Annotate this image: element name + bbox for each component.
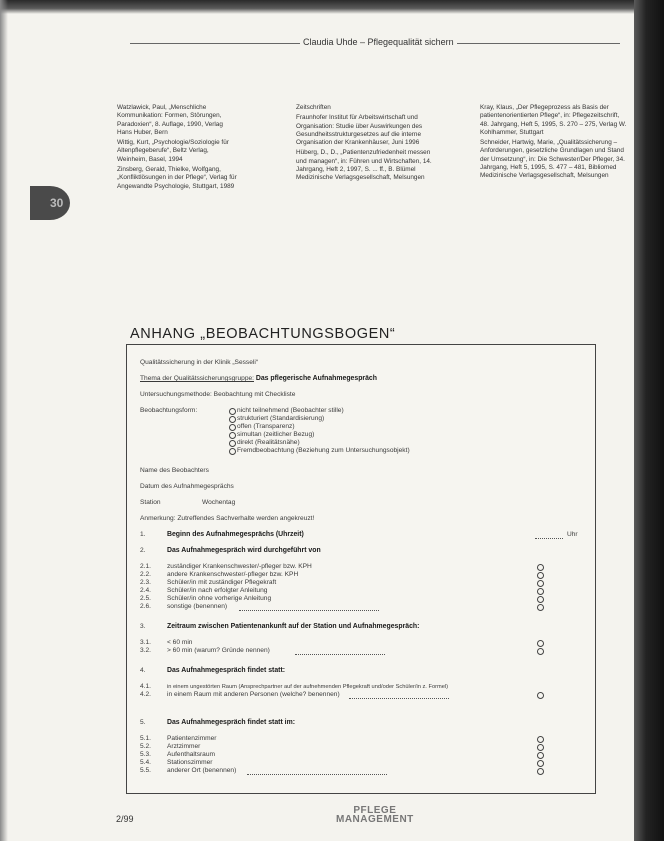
q5-item-number: 5.5. — [140, 767, 151, 774]
weekday-label: Wochentag — [202, 499, 236, 506]
q4-item-text: in einem ungestörten Raum (Ansprechpartner auf der aufnehmenden Pflegekraft und/oder Schüler/in z. Formel) — [167, 684, 449, 690]
method-radio[interactable] — [229, 432, 236, 439]
q3-item-radio[interactable] — [537, 648, 544, 655]
q5-item-radio[interactable] — [537, 736, 544, 743]
reference-entry: Wittig, Kurt, „Psychologie/Soziologie für Altenpflegeberufe“, Beltz Verlag, Weinheim, Basel, 1994 — [117, 139, 229, 163]
book-spine-shadow — [634, 0, 664, 841]
q4-number: 4. — [140, 667, 146, 674]
q3-item-radio[interactable] — [537, 640, 544, 647]
reference-entry: Hüberg, D., D., „Patientenzufriedenheit messen und managen“, in: Führen und Wirtschaften, 14. Jahrgang, Heft 2, 1997, S. ... ff., B. Blümel Medizinische Verlagsgesellschaft, Melsungen — [296, 149, 432, 182]
form-line-topic — [140, 375, 377, 383]
references-col-3 — [480, 104, 628, 183]
q5-item-number: 5.2. — [140, 743, 151, 750]
reference-entry: Watzlawick, Paul, „Menschliche Kommunikation: Formen, Störungen, Paradoxien“, 8. Auflage, 1990, Verlag Hans Huber, Bern — [117, 104, 223, 136]
q1-unit: Uhr — [567, 531, 578, 538]
q3-item-text: > 60 min (warum? Gründe nennen) — [167, 647, 270, 654]
q2-item-text: zuständiger Krankenschwester/-pfleger bzw. KPH — [167, 563, 312, 570]
reference-entry: Zinsberg, Gerald, Thielke, Wolfgang, „Konfliktlösungen in der Pflege“, Verlag für Angewandte Psychologie, Stuttgart, 1989 — [117, 166, 237, 190]
method-radio[interactable] — [229, 408, 236, 415]
references-col-2 — [296, 104, 441, 185]
issue-number: 2/99 — [116, 814, 134, 824]
q2-item-number: 2.5. — [140, 595, 151, 602]
q4-item-radio[interactable] — [537, 692, 544, 699]
q2-item-number: 2.6. — [140, 603, 151, 610]
q2-item-text: sonstige (benennen) — [167, 603, 228, 610]
method-option: nicht teilnehmend (Beobachter stille) — [237, 407, 344, 414]
q5-item-text: Aufenthaltsraum — [167, 751, 216, 758]
interview-date-label: Datum des Aufnahmegesprächs — [140, 483, 234, 490]
logo-line-2: MANAGEMENT — [336, 814, 414, 825]
form-note: Anmerkung: Zutreffendes Sachverhalte werden angekreuzt! — [140, 515, 315, 522]
q2-item-radio[interactable] — [537, 572, 544, 579]
section-title: ANHANG „BEOBACHTUNGSBOGEN“ — [130, 326, 396, 342]
observer-name-label: Name des Beobachters — [140, 467, 209, 474]
q2-item-radio[interactable] — [537, 564, 544, 571]
q2-text: Das Aufnahmegespräch wird durchgeführt von — [167, 547, 321, 554]
page-number-tab — [30, 186, 70, 220]
q2-item-number: 2.4. — [140, 587, 151, 594]
q4-item-number: 4.2. — [140, 691, 151, 698]
q2-other-field[interactable] — [239, 610, 379, 611]
method-option: strukturiert (Standardisierung) — [237, 415, 325, 422]
q1-text: Beginn des Aufnahmegesprächs (Uhrzeit) — [167, 531, 304, 538]
method-option: offen (Transparenz) — [237, 423, 295, 430]
q4-item-text: in einem Raum mit anderen Personen (welche? benennen) — [167, 691, 340, 698]
q2-item-number: 2.2. — [140, 571, 151, 578]
q2-item-radio[interactable] — [537, 580, 544, 587]
q2-item-number: 2.3. — [140, 579, 151, 586]
scan-left-edge — [0, 0, 8, 841]
q5-item-radio[interactable] — [537, 744, 544, 751]
q2-item-number: 2.1. — [140, 563, 151, 570]
q5-item-number: 5.1. — [140, 735, 151, 742]
running-head: Claudia Uhde – Pflegequalität sichern — [300, 37, 457, 47]
q5-item-number: 5.3. — [140, 751, 151, 758]
q1-time-field[interactable] — [535, 538, 563, 539]
q5-item-text: anderer Ort (benennen) — [167, 767, 237, 774]
q2-item-text: Schüler/in nach erfolgter Anleitung — [167, 587, 268, 594]
q2-item-text: andere Krankenschwester/-pfleger bzw. KPH — [167, 571, 299, 578]
method-option: Fremdbeobachtung (Beziehung zum Untersuchungsobjekt) — [237, 447, 410, 454]
logo-line-1: PFLEGE — [353, 805, 397, 816]
q3-reason-field[interactable] — [295, 654, 385, 655]
q2-item-text: Schüler/in mit zuständiger Pflegekraft — [167, 579, 277, 586]
station-label: Station — [140, 499, 161, 506]
q4-persons-field[interactable] — [349, 698, 449, 699]
q2-item-radio[interactable] — [537, 588, 544, 595]
q5-other-field[interactable] — [247, 774, 387, 775]
q3-item-text: < 60 min — [167, 639, 193, 646]
references-col-1 — [117, 104, 237, 193]
q3-text: Zeitraum zwischen Patientenankunft auf der Station und Aufnahmegespräch: — [167, 623, 420, 630]
q5-item-radio[interactable] — [537, 768, 544, 775]
q5-item-text: Patientenzimmer — [167, 735, 217, 742]
q5-item-radio[interactable] — [537, 760, 544, 767]
form-topic-prefix: Thema der Qualitätssicherungsgruppe: — [140, 375, 254, 382]
q3-number: 3. — [140, 623, 146, 630]
q3-item-number: 3.1. — [140, 639, 151, 646]
method-radio[interactable] — [229, 424, 236, 431]
form-topic-title: Das pflegerische Aufnahmegespräch — [255, 375, 377, 382]
observation-type-label: Beobachtungsform: — [140, 407, 198, 414]
q4-item-number: 4.1. — [140, 683, 151, 690]
q4-text: Das Aufnahmegespräch findet statt: — [167, 667, 286, 674]
q5-item-text: Stationszimmer — [167, 759, 213, 766]
form-line-method: Untersuchungsmethode: Beobachtung mit Checkliste — [140, 391, 296, 398]
magazine-logo — [336, 806, 414, 824]
q5-number: 5. — [140, 719, 146, 726]
q5-item-text: Arztzimmer — [167, 743, 201, 750]
reference-entry: Schneider, Hartwig, Marie, „Qualitätssicherung – Anforderungen, gesetzliche Grundlagen und Stand der Umsetzung“, in: Die Schwester/Der Pfleger, 34. Jahrgang, Heft 5, 1995, S. 477 – 481, Bibliomed Medizinische Verlagsgesellschaft, Melsungen — [480, 139, 625, 180]
method-radio[interactable] — [229, 448, 236, 455]
references-subheading: Zeitschriften — [296, 104, 331, 111]
method-radio[interactable] — [229, 440, 236, 447]
q5-item-radio[interactable] — [537, 752, 544, 759]
q5-text: Das Aufnahmegespräch findet statt im: — [167, 719, 296, 726]
q2-item-text: Schüler/in ohne vorherige Anleitung — [167, 595, 272, 602]
form-line-quality: Qualitätssicherung in der Klinik „Sesseli“ — [140, 359, 259, 366]
method-option: simultan (zeitlicher Bezug) — [237, 431, 315, 438]
q2-number: 2. — [140, 547, 146, 554]
q3-item-number: 3.2. — [140, 647, 151, 654]
method-radio[interactable] — [229, 416, 236, 423]
q5-item-number: 5.4. — [140, 759, 151, 766]
q2-item-radio[interactable] — [537, 596, 544, 603]
scan-top-edge — [0, 0, 664, 14]
q2-item-radio[interactable] — [537, 604, 544, 611]
reference-entry: Kray, Klaus, „Der Pflegeprozess als Basis der patientenorientierten Pflege“, in: Pflegezeitschrift, 48. Jahrgang, Heft 5, 1995, S. 270 – 275, Verlag W. Kohlhammer, Stuttgart — [480, 104, 627, 136]
page-number: 30 — [50, 196, 64, 210]
observation-form — [126, 344, 596, 794]
method-option: direkt (Realitätsnähe) — [237, 439, 300, 446]
reference-entry: Fraunhofer Institut für Arbeitswirtschaft und Organisation: Studie über Auswirkungen des Gesundheitsstrukturgesetzes auf die interne Organisation der Krankenhäuser, Juni 1996 — [296, 114, 423, 147]
q1-number: 1. — [140, 531, 146, 538]
